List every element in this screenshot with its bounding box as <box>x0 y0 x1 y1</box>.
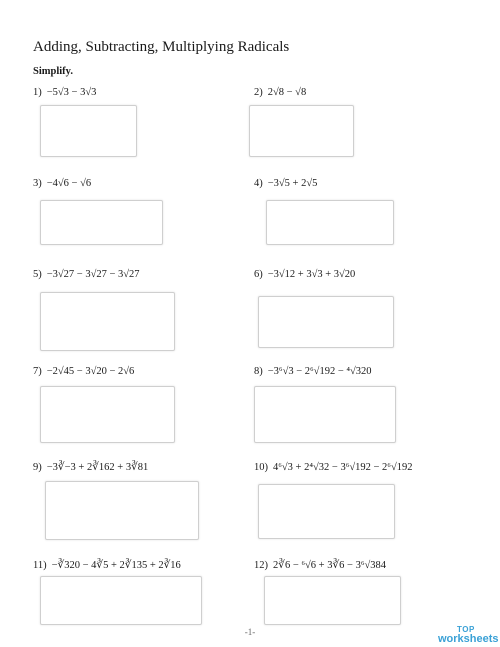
logo-main-text: worksheets <box>438 633 499 645</box>
problem-4 <box>254 177 317 191</box>
answer-box-6[interactable] <box>258 296 394 348</box>
problem-number: 9) <box>33 462 42 473</box>
problem-expression: −3⁶√3 − 2⁶√192 − ⁴√320 <box>267 366 372 377</box>
problem-5 <box>33 268 140 282</box>
answer-box-2[interactable] <box>249 105 354 157</box>
problem-12 <box>254 559 386 573</box>
answer-box-4[interactable] <box>266 200 394 245</box>
problem-expression: −2√45 − 3√20 − 2√6 <box>46 366 135 377</box>
problem-3 <box>33 177 91 191</box>
topworksheets-logo <box>438 626 499 645</box>
problem-number: 4) <box>254 178 263 189</box>
problem-number: 6) <box>254 269 263 280</box>
problem-1 <box>33 86 96 100</box>
logo-top-text: TOP <box>457 625 475 634</box>
answer-box-5[interactable] <box>40 292 175 351</box>
problem-8 <box>254 365 372 379</box>
problem-expression: 2√8 − √8 <box>267 87 307 98</box>
problem-expression: −∛320 − 4∛5 + 2∛135 + 2∛16 <box>51 560 181 571</box>
problem-expression: −4√6 − √6 <box>46 178 92 189</box>
problem-number: 12) <box>254 560 268 571</box>
answer-box-11[interactable] <box>40 576 202 625</box>
problem-number: 7) <box>33 366 42 377</box>
problem-11 <box>33 559 181 573</box>
problem-10 <box>254 461 412 475</box>
problem-expression: −5√3 − 3√3 <box>46 87 97 98</box>
instruction: Simplify. <box>33 66 73 77</box>
answer-box-12[interactable] <box>264 576 401 625</box>
problem-6 <box>254 268 355 282</box>
problem-expression: −3∛−3 + 2∛162 + 3∛81 <box>46 462 149 473</box>
problem-number: 10) <box>254 462 268 473</box>
problem-number: 1) <box>33 87 42 98</box>
problem-expression: −3√27 − 3√27 − 3√27 <box>46 269 140 280</box>
answer-box-7[interactable] <box>40 386 175 443</box>
problem-expression: −3√12 + 3√3 + 3√20 <box>267 269 356 280</box>
problem-expression: 2∛6 − ⁶√6 + 3∛6 − 3⁶√384 <box>273 560 386 571</box>
problem-number: 3) <box>33 178 42 189</box>
answer-box-1[interactable] <box>40 105 137 157</box>
problem-expression: 4⁶√3 + 2⁴√32 − 3⁶√192 − 2⁶√192 <box>273 462 413 473</box>
page-number: -1- <box>244 627 256 637</box>
problem-number: 11) <box>33 560 47 571</box>
problem-9 <box>33 461 148 475</box>
problem-number: 2) <box>254 87 263 98</box>
problem-7 <box>33 365 134 379</box>
answer-box-9[interactable] <box>45 481 199 540</box>
answer-box-3[interactable] <box>40 200 163 245</box>
problem-2 <box>254 86 306 100</box>
problem-number: 8) <box>254 366 263 377</box>
answer-box-8[interactable] <box>254 386 396 443</box>
problem-number: 5) <box>33 269 42 280</box>
worksheet-title: Adding, Subtracting, Multiplying Radicals <box>33 39 290 55</box>
problem-expression: −3√5 + 2√5 <box>267 178 318 189</box>
answer-box-10[interactable] <box>258 484 395 539</box>
